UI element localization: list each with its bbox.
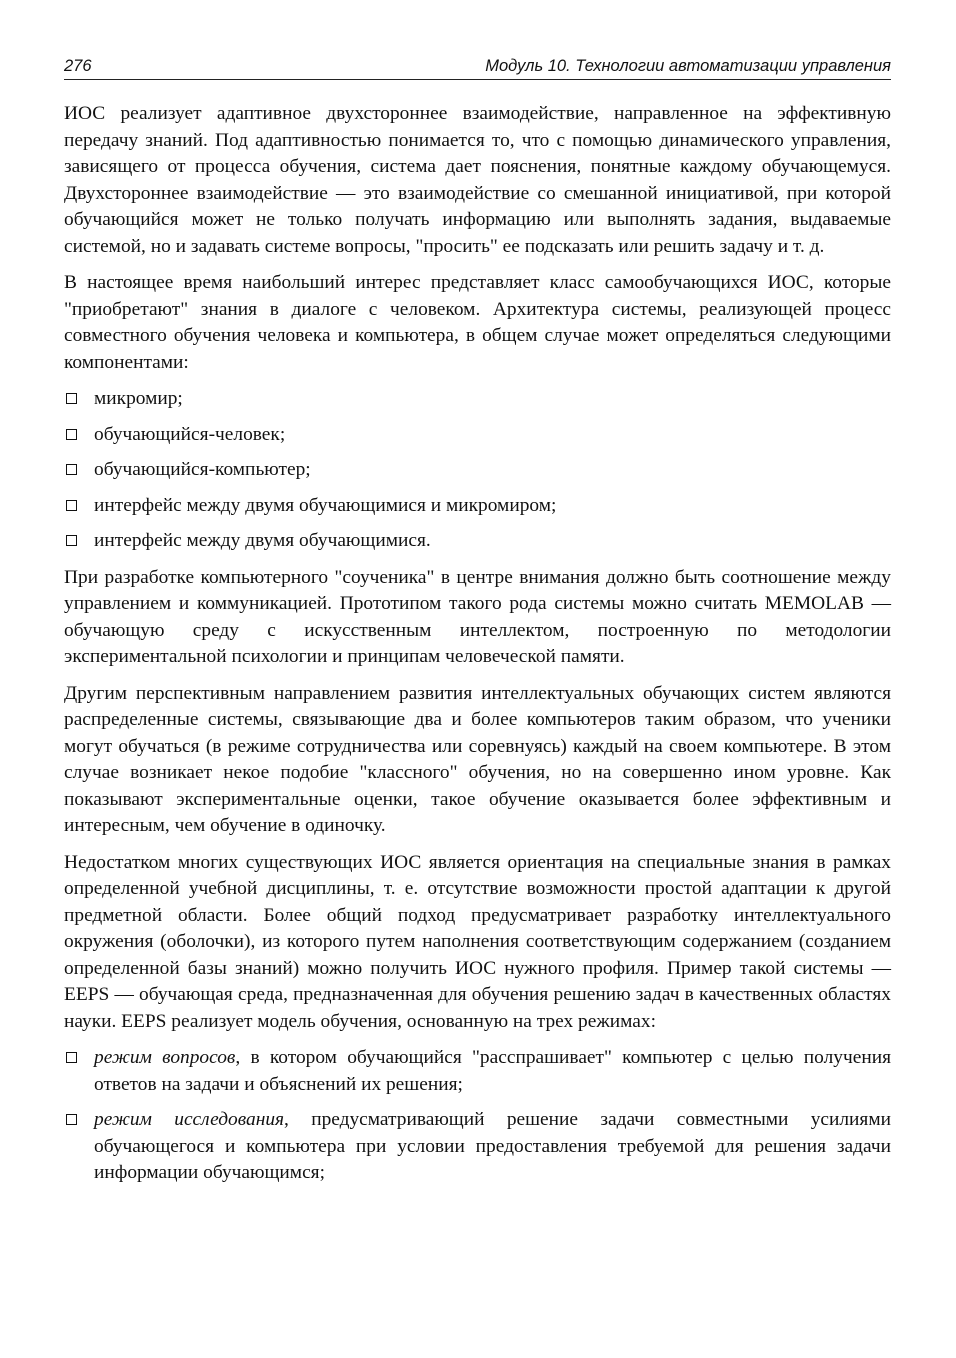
- list-item: [64, 1045, 891, 1098]
- list-item-text: обучающийся-компьютер;: [94, 459, 311, 480]
- list-item-text: интерфейс между двумя обучающимися.: [94, 530, 431, 551]
- document-page: [64, 56, 891, 1197]
- list-item: [64, 528, 891, 555]
- checkbox-bullet-icon: [66, 535, 77, 546]
- list-item-text: интерфейс между двумя обучающимися и микромиром;: [94, 494, 557, 516]
- list-item-text: обучающийся-человек;: [94, 423, 286, 445]
- paragraph-memolab: При разработке компьютерного "соученика" в центре внимания должно быть соотношение между управлением и коммуникацией. Прототипом такого рода системы можно считать MEMOLAB — обучающую среду с искусственным интеллектом, построенную по методологии экспериментальной психологии и принципам человеческой памяти.: [64, 566, 891, 667]
- checkbox-bullet-icon: [66, 393, 77, 404]
- mode-term: режим исследования: [94, 1109, 285, 1130]
- list-item-text: микромир;: [94, 388, 183, 409]
- list-item: [64, 422, 891, 449]
- page-body: [64, 101, 891, 1187]
- mode-description: , в котором обучающийся "расспрашивает" компьютер с целью получения ответов на задачи и объяснений их решения;: [94, 1047, 891, 1095]
- checkbox-bullet-icon: [66, 1052, 77, 1063]
- paragraph-self-learning: В настоящее время наибольший интерес представляет класс самообучающихся ИОС, которые "приобретают" знания в диалоге с человеком. Архитектура системы, реализующей процесс совместного обучения человека и компьютера, в общем случае может определяться следующими компонентами:: [64, 272, 891, 373]
- paragraph-eeps: Недостатком многих существующих ИОС является ориентация на специальные знания в рамках определенной учебной дисциплины, т. е. отсутствие возможности простой адаптации к другой предметной области. Более общий подход предусматривает разработку интеллектуального окружения (оболочки), из которого путем наполнения соответствующим содержанием (созданием определенной базы знаний) можно получить ИОС нужного профиля. Пример такой системы — EEPS — обучающая среда, предназначенная для обучения решению задач в качественных областях науки. EEPS реализует модель обучения, основанную на трех режимах:: [64, 851, 891, 1032]
- running-header: [64, 56, 891, 80]
- paragraph-distributed-systems: Другим перспективным направлением развития интеллектуальных обучающих систем являются распределенные системы, связывающие два и более компьютеров таким образом, что ученики могут обучаться (в режиме сотрудничества или соревнуясь) каждый на своем компьютере. В этом случае возникает некое подобие "классного" обучения, но на совершенно ином уровне. Как показывают экспериментальные оценки, такое обучение оказывается более эффективным и интересным, чем обучение в одиночку.: [64, 682, 891, 836]
- checkbox-bullet-icon: [66, 429, 77, 440]
- list-item: [64, 1107, 891, 1187]
- list-item: [64, 457, 891, 484]
- list-item: [64, 386, 891, 413]
- mode-description: , предусматривающий решение задачи совместными усилиями обучающегося и компьютера при условии предоставления требуемой для решения задачи информации обучающимся;: [94, 1109, 891, 1183]
- paragraph-ios-adaptive: ИОС реализует адаптивное двухстороннее взаимодействие, направленное на эффективную передачу знаний. Под адаптивностью понимается то, что с помощью динамического управления, зависящего от процесса обучения, система дает пояснения, понятные каждому обучающемуся. Двухстороннее взаимодействие — это взаимодействие со смешанной инициативой, при которой обучающийся может не только получать информацию или выполнять задания, выдаваемые системой, но и задавать системе вопросы, "просить" ее подсказать или решить задачу и т. д.: [64, 103, 891, 257]
- running-title: Модуль 10. Технологии автоматизации управления: [485, 57, 891, 75]
- page-number: 276: [64, 57, 92, 75]
- checkbox-bullet-icon: [66, 1114, 77, 1125]
- list-item: [64, 493, 891, 520]
- checkbox-bullet-icon: [66, 464, 77, 475]
- components-list: [64, 386, 891, 555]
- mode-term: режим вопросов: [94, 1047, 236, 1068]
- checkbox-bullet-icon: [66, 500, 77, 511]
- modes-list: [64, 1045, 891, 1187]
